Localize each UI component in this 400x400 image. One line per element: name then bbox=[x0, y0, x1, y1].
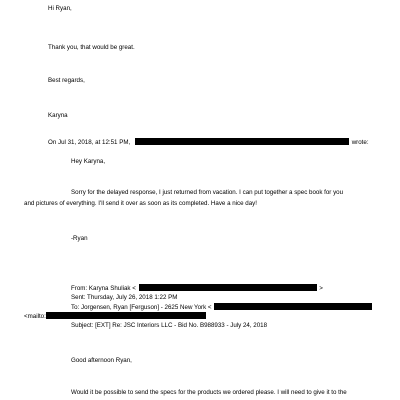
redacted-sender-email bbox=[135, 138, 349, 145]
original-mailto-line bbox=[24, 312, 206, 320]
quote-header bbox=[48, 138, 369, 146]
original-from-line bbox=[71, 284, 323, 292]
original-to-line bbox=[71, 303, 372, 311]
mailto-label: <mailto: bbox=[24, 313, 46, 320]
quote-header-suffix: wrote: bbox=[351, 139, 369, 146]
redacted-from-email bbox=[139, 284, 317, 291]
redacted-mailto-email bbox=[46, 312, 206, 319]
reply-body-line-1: Sorry for the delayed response, I just returned from vacation. I can put together a spec book for you bbox=[71, 189, 344, 196]
original-to-label: To: Jorgensen, Ryan [Ferguson] - 2625 New York < bbox=[71, 304, 212, 311]
original-sent-line: Sent: Thursday, July 26, 2018 1:22 PM bbox=[71, 294, 178, 301]
original-subject-line: Subject: [EXT] Re: JSC Interiors LLC - Bid No. B988933 - July 24, 2018 bbox=[71, 322, 268, 329]
email-thanks-line: Thank you, that would be great. bbox=[48, 44, 135, 51]
original-greeting: Good afternoon Ryan, bbox=[71, 357, 132, 364]
original-body-line-1: Would it be possible to send the specs for the products we ordered please. I will need to give it to the bbox=[71, 389, 347, 396]
original-from-label: From: Karyna Shuliak < bbox=[71, 285, 136, 292]
reply-greeting: Hey Karyna, bbox=[71, 158, 106, 165]
email-signature: Karyna bbox=[48, 112, 68, 119]
original-from-end: > bbox=[319, 285, 323, 292]
redacted-to-email bbox=[214, 303, 372, 310]
email-greeting: Hi Ryan, bbox=[48, 5, 72, 12]
reply-body-line-2: and pictures of everything. I'll send it over as soon as its completed. Have a nice day! bbox=[24, 200, 257, 207]
quote-header-prefix: On Jul 31, 2018, at 12:51 PM, bbox=[48, 139, 131, 146]
email-closing: Best regards, bbox=[48, 77, 85, 84]
reply-signoff: -Ryan bbox=[71, 235, 88, 242]
